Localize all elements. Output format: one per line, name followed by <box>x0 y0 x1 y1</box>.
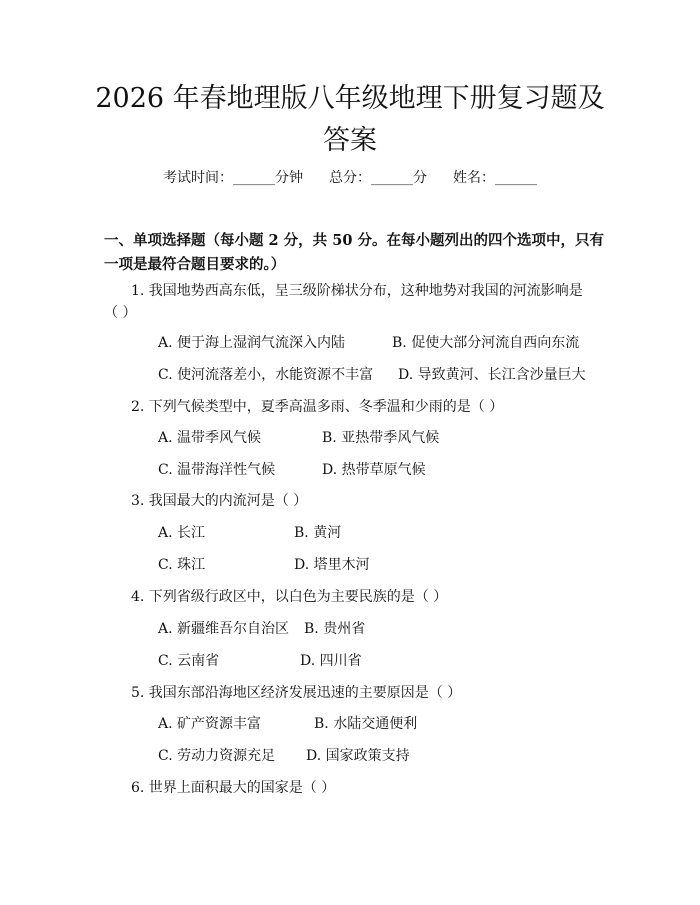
question-3-option-a: A. 长江 <box>158 525 206 541</box>
question-stem: 4. 下列省级行政区中，以白色为主要民族的是（ ） <box>131 589 448 605</box>
question-4-option-c: C. 云南省 <box>158 653 220 669</box>
question-5-option-c: C. 劳动力资源充足 <box>158 748 276 764</box>
exam-time-field: 考试时间：______分钟 <box>163 170 303 186</box>
question-2-option-d: D. 热带草原气候 <box>322 462 426 478</box>
question-6 <box>104 777 604 799</box>
question-stem: 1. 我国地势西高东低，呈三级阶梯状分布，这种地势对我国的河流影响是 <box>131 283 583 299</box>
question-1-option-d: D. 导致黄河、长江含沙量巨大 <box>398 367 586 383</box>
question-1 <box>104 280 604 324</box>
question-5 <box>104 682 604 704</box>
question-stem: 3. 我国最大的内流河是（ ） <box>131 493 308 509</box>
exam-info <box>0 168 700 188</box>
page-title: 2026 年春地理版八年级地理下册复习题及答案 <box>95 83 605 156</box>
question-4-option-d: D. 四川省 <box>300 653 362 669</box>
question-4-option-b: B. 贵州省 <box>304 621 366 637</box>
question-stem: 6. 世界上面积最大的国家是（ ） <box>131 780 336 796</box>
question-stem: 2. 下列气候类型中，夏季高温多雨、冬季温和少雨的是（ ） <box>131 399 504 415</box>
question-1-option-b: B. 促使大部分河流自西向东流 <box>392 335 580 351</box>
question-3-option-c: C. 珠江 <box>158 557 206 573</box>
question-3-option-d: D. 塔里木河 <box>294 557 370 573</box>
question-1-option-a: A. 便于海上湿润气流深入内陆 <box>158 335 346 351</box>
question-2-option-a: A. 温带季风气候 <box>158 430 262 446</box>
question-5-option-b: B. 水陆交通便利 <box>314 716 418 732</box>
question-4-option-a: A. 新疆维吾尔自治区 <box>158 621 290 637</box>
question-3-option-b: B. 黄河 <box>294 525 342 541</box>
question-5-option-a: A. 矿产资源丰富 <box>158 716 262 732</box>
question-stem-continued: （ ） <box>104 305 137 321</box>
question-3 <box>104 490 604 512</box>
question-2-option-b: B. 亚热带季风气候 <box>322 430 440 446</box>
question-stem: 5. 我国东部沿海地区经济发展迅速的主要原因是（ ） <box>131 685 462 701</box>
question-2 <box>104 396 604 418</box>
section-heading: 一、单项选择题（每小题 2 分，共 50 分。在每小题列出的四个选项中，只有一项是最符合题目要求的。） <box>104 232 604 273</box>
total-score-field: 总分：______分 <box>329 170 427 186</box>
question-1-option-c: C. 使河流落差小，水能资源不丰富 <box>158 367 374 383</box>
question-4 <box>104 586 604 608</box>
question-2-option-c: C. 温带海洋性气候 <box>158 462 276 478</box>
student-name-field: 姓名：______ <box>453 170 537 186</box>
question-5-option-d: D. 国家政策支持 <box>306 748 410 764</box>
